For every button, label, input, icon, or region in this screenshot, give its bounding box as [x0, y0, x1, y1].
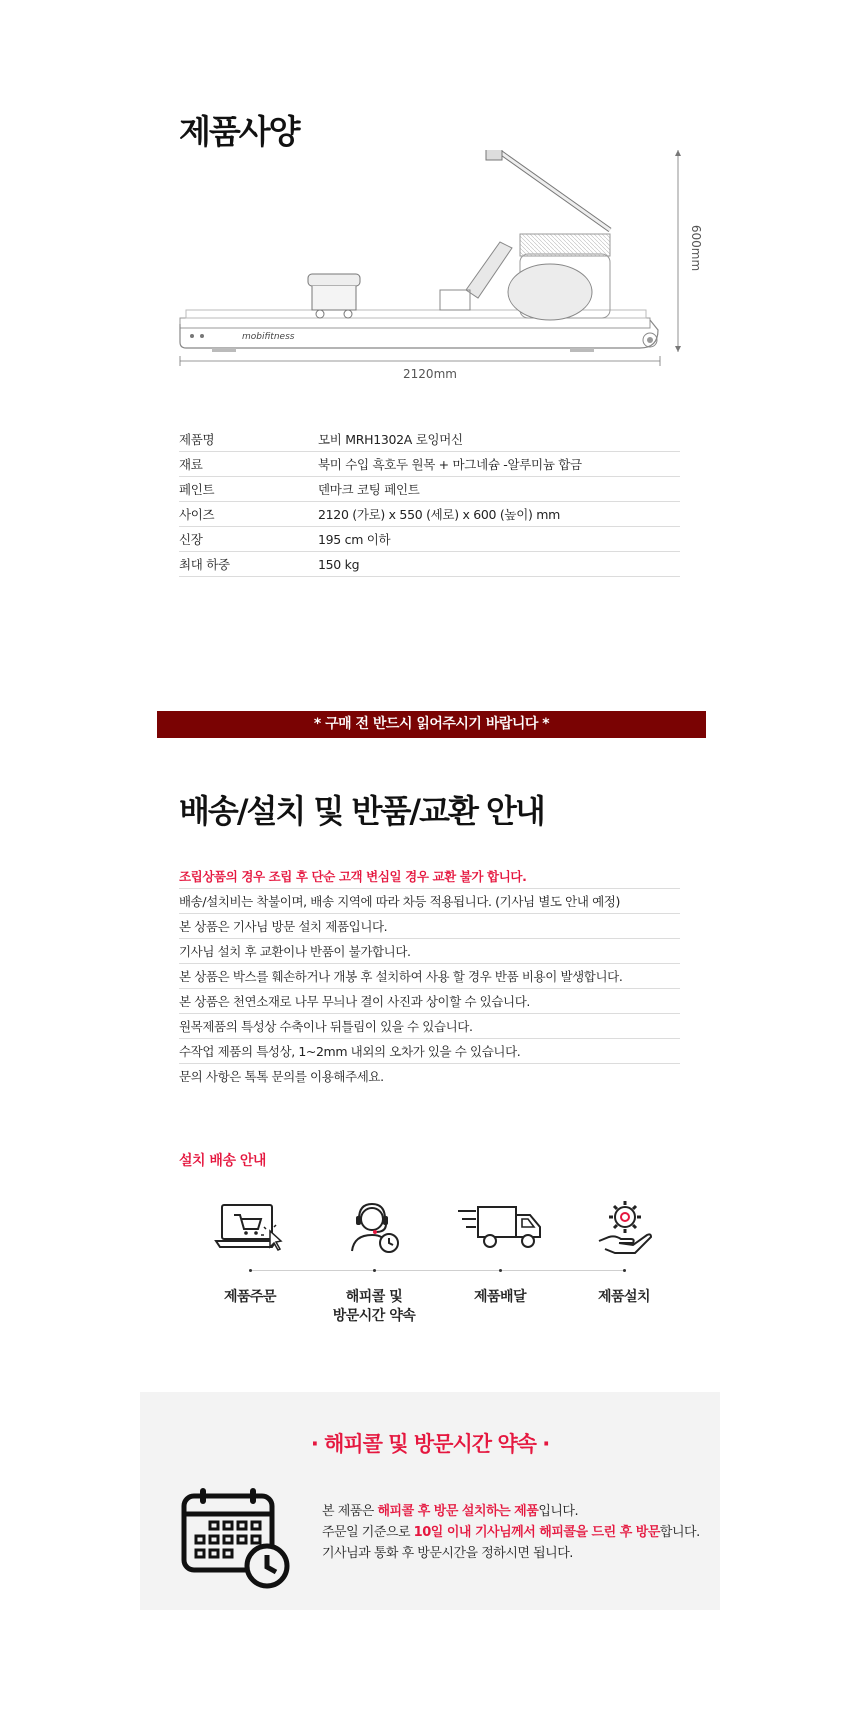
notice-item: 본 상품은 천연소재로 나무 무늬나 결이 사진과 상이할 수 있습니다. [179, 989, 680, 1014]
spec-row [179, 552, 680, 577]
spec-row [179, 477, 680, 502]
notice-item: 문의 사항은 톡톡 문의를 이용해주세요. [179, 1069, 384, 1084]
spec-value: 덴마크 코팅 페인트 [318, 482, 420, 497]
flow-dot [499, 1269, 502, 1272]
notice-item: 배송/설치비는 착불이며, 배송 지역에 따라 차등 적용됩니다. (기사님 별도 안내 예정) [179, 889, 680, 914]
notice-item: 조립상품의 경우 조립 후 단순 고객 변심일 경우 교환 불가 합니다. [179, 864, 680, 889]
spec-value: 2120 (가로) x 550 (세로) x 600 (높이) mm [318, 507, 560, 522]
spec-value: 150 kg [318, 556, 360, 572]
flow-dot [373, 1269, 376, 1272]
shipping-title: 배송/설치 및 반품/교환 안내 [179, 792, 544, 830]
delivery-truck-icon [440, 1195, 560, 1259]
spec-row [179, 452, 680, 477]
happycall-line-3: 기사님과 통화 후 방문시간을 정하시면 됩니다. [322, 1546, 573, 1561]
width-label: 2120mm [403, 367, 457, 380]
calendar-clock-icon [180, 1486, 296, 1594]
notice-item: 본 상품은 박스를 훼손하거나 개봉 후 설치하여 사용 할 경우 반품 비용이 발생합니다. [179, 964, 680, 989]
spec-value: 북미 수입 흑호두 원목 + 마그네슘 -알루미늄 합금 [318, 457, 582, 472]
spec-key: 신장 [179, 532, 203, 547]
machine-rail [180, 318, 650, 328]
spec-table [179, 427, 680, 577]
laptop-cart-icon [190, 1195, 310, 1259]
notice-item: 본 상품은 기사님 방문 설치 제품입니다. [179, 914, 680, 939]
flow-step-label: 해피콜 및 방문시간 약속 [332, 1289, 416, 1324]
height-label: 600mm [689, 224, 703, 272]
install-flow-title: 설치 배송 안내 [179, 1153, 266, 1169]
spec-key: 제품명 [179, 432, 215, 447]
rowing-machine-diagram [170, 150, 710, 380]
happycall-title: · 해피콜 및 방문시간 약속 · [310, 1432, 550, 1456]
spec-value: 모비 MRH1302A 로잉머신 [318, 432, 463, 447]
happycall-text [322, 1501, 700, 1564]
spec-row [179, 527, 680, 552]
spec-key: 사이즈 [179, 507, 215, 522]
spec-key: 재료 [179, 457, 203, 472]
flow-step-label: 제품주문 [223, 1289, 277, 1305]
happycall-line-2: 주문일 기준으로 10일 이내 기사님께서 해피콜을 드린 후 방문합니다. [322, 1525, 700, 1540]
notice-item: 수작업 제품의 특성상, 1~2mm 내외의 오차가 있을 수 있습니다. [179, 1039, 680, 1064]
flow-step-install [564, 1195, 684, 1307]
notice-item: 원목제품의 특성상 수축이나 뒤틀림이 있을 수 있습니다. [179, 1014, 680, 1039]
must-read-banner: * 구매 전 반드시 읽어주시기 바랍니다 * [157, 711, 706, 738]
hand-gear-icon [564, 1195, 684, 1259]
flow-step-order [190, 1195, 310, 1307]
flow-step-label: 제품설치 [597, 1289, 651, 1305]
machine-seat [308, 274, 360, 286]
notice-list [179, 864, 680, 1089]
flow-step-label: 제품배달 [473, 1289, 527, 1305]
spec-title: 제품사양 [179, 112, 299, 151]
spec-row [179, 427, 680, 452]
spec-key: 페인트 [179, 482, 215, 497]
flow-step-happycall [314, 1195, 434, 1326]
flow-dot [623, 1269, 626, 1272]
spec-value: 195 cm 이하 [318, 532, 391, 547]
happycall-panel [140, 1392, 720, 1610]
install-flow [190, 1195, 670, 1335]
notice-item: 기사님 설치 후 교환이나 반품이 불가합니다. [179, 939, 680, 964]
happycall-line-1: 본 제품은 해피콜 후 방문 설치하는 제품입니다. [322, 1504, 579, 1519]
flow-dot [249, 1269, 252, 1272]
headset-agent-icon [314, 1195, 434, 1259]
flow-step-delivery [440, 1195, 560, 1307]
spec-key: 최대 하중 [179, 557, 230, 572]
machine-brand: mobifitness [242, 332, 295, 342]
spec-row [179, 502, 680, 527]
